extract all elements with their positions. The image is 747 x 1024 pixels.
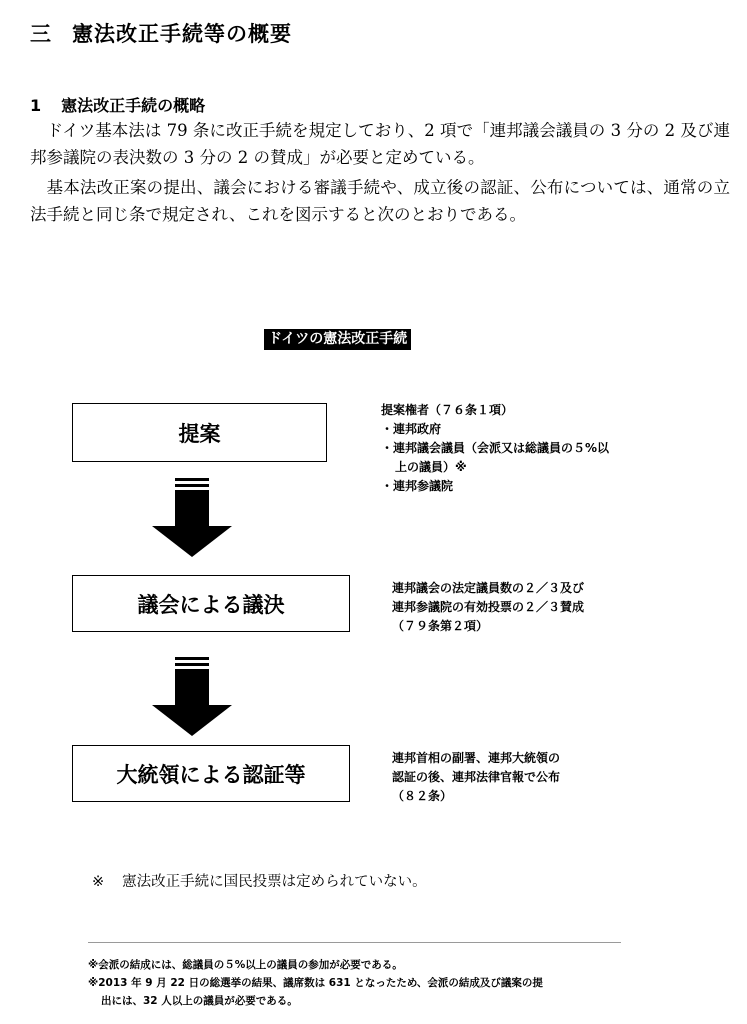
- footnote-divider: [88, 942, 621, 943]
- paragraph-1: [30, 117, 730, 171]
- section-number: 三: [30, 22, 52, 46]
- note-line: ・連邦議会議員（会派又は総議員の５%以: [381, 441, 610, 455]
- footnote-2-line-2: 出には、32 人以上の議員が必要である。: [101, 995, 298, 1007]
- referendum-note-text: 憲法改正手続に国民投票は定められていない。: [122, 874, 427, 890]
- note-line: 連邦参議院の有効投票の２／３賛成: [392, 600, 585, 614]
- section-title: [30, 18, 292, 48]
- paragraph-1-text: ドイツ基本法は 79 条に改正手続を規定しており、2 項で「連邦議会議員の 3 分の 2 及び連邦参議院の表決数の 3 分の 2 の賛成」が必要と定めている。: [30, 121, 730, 167]
- note-line: 連邦議会の法定議員数の２／３及び: [392, 581, 585, 595]
- section-title-text: 憲法改正手続等の概要: [72, 22, 292, 46]
- subsection-title-text: 憲法改正手続の概略: [61, 96, 206, 115]
- subsection-heading: [30, 93, 205, 116]
- footnote-2: [88, 974, 543, 1010]
- reference-mark: ※: [92, 874, 105, 890]
- note-line: 連邦首相の副署、連邦大統領の: [392, 751, 561, 765]
- note-line: 提案権者（７６条１項）: [381, 403, 514, 417]
- footnote-1: ※会派の結成には、総議員の５%以上の議員の参加が必要である。: [88, 959, 403, 971]
- step-box-proposal: 提案: [72, 403, 327, 462]
- step-notes-proposal: [381, 401, 609, 496]
- down-arrow-icon: [150, 478, 234, 558]
- note-line: （８２条）: [392, 789, 453, 803]
- step-box-presidential-certification: 大統領による認証等: [72, 745, 350, 802]
- paragraph-2: [30, 174, 730, 228]
- down-arrow-icon: [150, 657, 234, 737]
- step-box-parliament-vote: 議会による議決: [72, 575, 350, 632]
- note-line: （７９条第２項）: [392, 619, 489, 633]
- footnote-2-line-1: ※2013 年 9 月 22 日の総選挙の結果、議席数は 631 となったため、会派の結成及び議案の提: [88, 977, 543, 989]
- note-line: ・連邦参議院: [381, 479, 454, 493]
- diagram-title: ドイツの憲法改正手続: [264, 329, 411, 350]
- step-notes-parliament-vote: [392, 579, 584, 636]
- subsection-number: 1: [30, 96, 42, 115]
- paragraph-2-text: 基本法改正案の提出、議会における審議手続や、成立後の認証、公布については、通常の立法手続と同じ条で規定され、これを図示すると次のとおりである。: [30, 178, 730, 224]
- referendum-note: [92, 870, 427, 891]
- step-notes-presidential-certification: [392, 749, 560, 806]
- note-line: 認証の後、連邦法律官報で公布: [392, 770, 561, 784]
- note-line: 上の議員）※: [395, 460, 467, 474]
- note-line: ・連邦政府: [381, 422, 442, 436]
